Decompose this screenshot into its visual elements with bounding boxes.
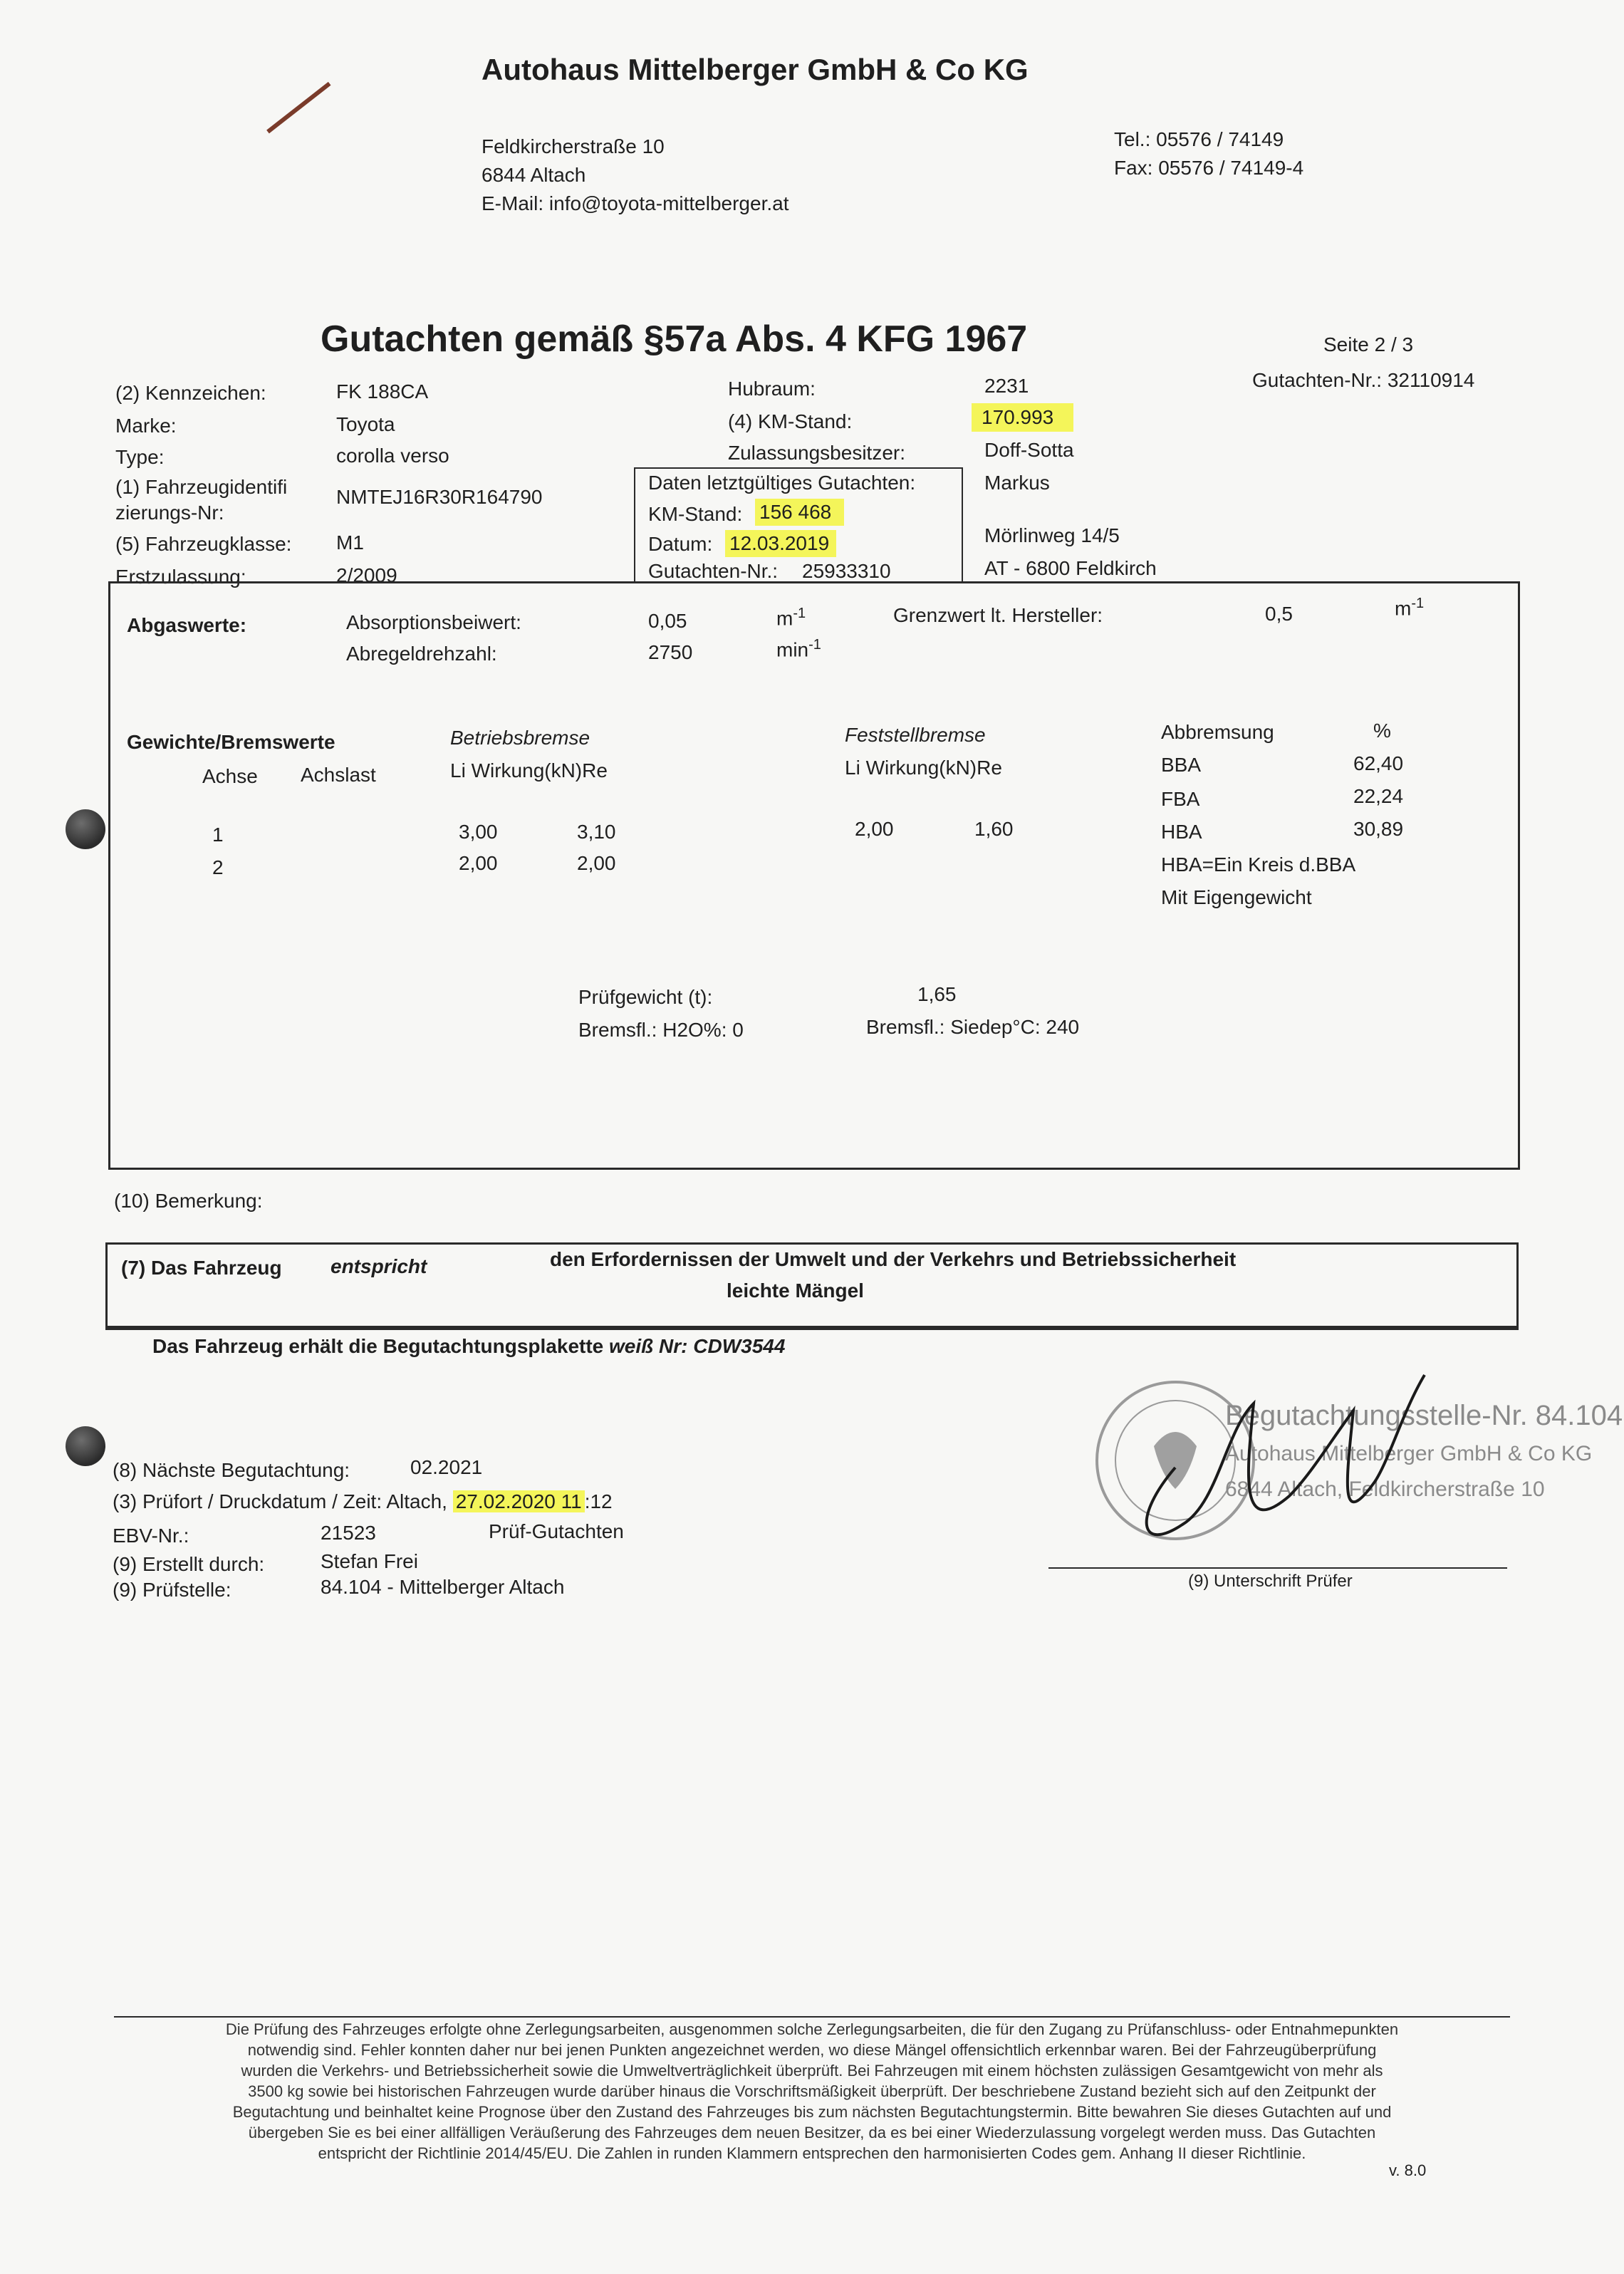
axle-1-parking-right: 1,60 bbox=[974, 818, 1014, 840]
pruefstelle-label: (9) Prüfstelle: bbox=[113, 1579, 231, 1601]
pen-mark bbox=[266, 82, 330, 133]
drehzahl-unit: $\min^{-1}$ bbox=[776, 637, 821, 661]
page-number: Seite 2 / 3 bbox=[1323, 333, 1414, 355]
absorption-label: Absorptionsbeiwert: bbox=[346, 611, 521, 633]
grenzwert-unit: $m^{-1}$ bbox=[1395, 596, 1425, 620]
svg-text:Begutachtungsstelle-Nr. 84.104: Begutachtungsstelle-Nr. 84.104 bbox=[1225, 1400, 1623, 1431]
brakes-heading: Gewichte/Bremswerte bbox=[127, 731, 335, 753]
punch-hole-bottom bbox=[66, 1426, 105, 1466]
besitzer-name-2: Markus bbox=[984, 472, 1050, 494]
hba-note: HBA=Ein Kreis d.BBA bbox=[1161, 853, 1356, 876]
signature-line bbox=[1048, 1567, 1507, 1569]
hubraum-label: Hubraum: bbox=[728, 378, 816, 400]
absorption-value: 0,05 bbox=[648, 610, 687, 632]
pruefgewicht-label: Prüfgewicht (t): bbox=[578, 986, 713, 1008]
drehzahl-label: Abregeldrehzahl: bbox=[346, 643, 497, 665]
ebv-value: 21523 bbox=[321, 1522, 376, 1544]
erstellt-label: (9) Erstellt durch: bbox=[113, 1553, 265, 1575]
betriebsbremse-header: Betriebsbremse bbox=[450, 727, 590, 749]
pruefstelle-value: 84.104 - Mittelberger Altach bbox=[321, 1576, 565, 1598]
fin-value: NMTEJ16R30R164790 bbox=[336, 486, 543, 508]
percent-header: % bbox=[1373, 720, 1391, 742]
previous-date-label: Datum: bbox=[648, 533, 713, 555]
axle-2-service-right: 2,00 bbox=[577, 852, 616, 874]
axle-1: 1 bbox=[212, 824, 224, 846]
besitzer-label: Zulassungsbesitzer: bbox=[728, 442, 906, 464]
besitzer-address-1: Mörlinweg 14/5 bbox=[984, 524, 1120, 546]
klasse-value: M1 bbox=[336, 531, 364, 554]
result-underline bbox=[105, 1328, 1519, 1330]
company-name: Autohaus Mittelberger GmbH & Co KG bbox=[482, 53, 1029, 86]
previous-heading: Daten letztgültiges Gutachten: bbox=[648, 472, 916, 494]
abbremsung-header: Abbremsung bbox=[1161, 721, 1274, 743]
svg-text:6844 Altach, Feldkircherstraße: 6844 Altach, Feldkircherstraße 10 bbox=[1225, 1478, 1545, 1501]
fba-label: FBA bbox=[1161, 788, 1200, 810]
result-text: den Erfordernissen der Umwelt und der Verkehrs und Betriebssicherheit bbox=[550, 1248, 1237, 1270]
kennzeichen-value: FK 188CA bbox=[336, 380, 429, 403]
marke-label: Marke: bbox=[115, 415, 177, 437]
besitzer-name-1: Doff-Sotta bbox=[984, 439, 1074, 461]
eigengewicht-note: Mit Eigengewicht bbox=[1161, 886, 1312, 908]
disclaimer: Die Prüfung des Fahrzeuges erfolgte ohne Zerlegungsarbeiten, ausgenommen solche Zerlegungsarbeiten, die für den Zugang zu Prüfanschluss- oder Entnahmepunkten notwendig sind. Fehler konnten daher nur bei jenen Punkten angezeichnet werden, wo diese Mängel offensichtlich erkennbar waren. Bei der Fahrzeugüberprüfung wurden die Verkehrs- und Betriebssicherheit sowie die Umweltverträglichkeit überprüft. Bei Fahrzeugen mit einem höchsten zulässigen Gesamtgewicht von mehr als 3500 kg sowie bei historischen Fahrzeugen wurde darüber hinaus die Vorschriftsmäßigkeit überprüft. Der beschriebene Zustand bezieht sich auf den Zeitpunkt der Begutachtung und beinhaltet keine Prognose über den Zustand des Fahrzeuges bis zum nächsten Begutachtungstermin. Bitte bewahren Sie dieses Gutachten auf und übergeben Sie es bei einer allfälligen Veräußerung des Fahrzeuges dem neuen Besitzer, da es bei einer Wiederzulassung vorgelegt werden muss. Das Gutachten entspricht der Richtlinie 2014/45/EU. Die Zahlen in runden Klammern entsprechen den harmonisierten Codes gem. Anhang II dieser Richtlinie. bbox=[225, 2020, 1399, 2162]
erstzulassung-value: 2/2009 bbox=[336, 564, 397, 586]
disclaimer-rule bbox=[114, 2016, 1510, 2018]
previous-km-label: KM-Stand: bbox=[648, 503, 743, 525]
abgas-label: Abgaswerte: bbox=[127, 614, 247, 636]
hba-label: HBA bbox=[1161, 821, 1202, 843]
previous-nr-value: 25933310 bbox=[802, 560, 891, 582]
erstellt-value: Stefan Frei bbox=[321, 1550, 418, 1572]
axle-2: 2 bbox=[212, 856, 224, 878]
result-defects: leichte Mängel bbox=[727, 1279, 864, 1302]
previous-km-value: 156 468 bbox=[755, 499, 844, 526]
hubraum-value: 2231 bbox=[984, 375, 1029, 397]
punch-hole-top bbox=[66, 809, 105, 849]
previous-nr-label: Gutachten-Nr.: bbox=[648, 560, 779, 582]
pruefort-line: (3) Prüfort / Druckdatum / Zeit: Altach, 27.02.2020 11 :12 bbox=[113, 1490, 613, 1512]
fin-label-2: zierungs-Nr: bbox=[115, 502, 224, 524]
document-title: Gutachten gemäß §57a Abs. 4 KFG 1967 bbox=[321, 318, 1028, 360]
company-email: E-Mail: info@toyota-mittelberger.at bbox=[482, 192, 789, 214]
axle-1-parking-left: 2,00 bbox=[855, 818, 894, 840]
previous-date-value: 12.03.2019 bbox=[725, 530, 836, 557]
erstzulassung-label: Erstzulassung: bbox=[115, 566, 246, 588]
marke-value: Toyota bbox=[336, 413, 395, 435]
grenzwert-value: 0,5 bbox=[1265, 603, 1293, 625]
svg-text:Autohaus Mittelberger GmbH & C: Autohaus Mittelberger GmbH & Co KG bbox=[1225, 1442, 1593, 1465]
ebv-note: Prüf-Gutachten bbox=[489, 1520, 624, 1542]
bba-label: BBA bbox=[1161, 754, 1202, 776]
feststellbremse-subheader: Li Wirkung(kN)Re bbox=[845, 757, 1002, 779]
type-value: corolla verso bbox=[336, 445, 449, 467]
besitzer-address-2: AT - 6800 Feldkirch bbox=[984, 557, 1157, 579]
company-tel: Tel.: 05576 / 74149 bbox=[1114, 128, 1284, 150]
version: v. 8.0 bbox=[1389, 2161, 1427, 2179]
official-stamp bbox=[1076, 1368, 1623, 1596]
hba-value: 30,89 bbox=[1353, 818, 1404, 840]
ebv-label: EBV-Nr.: bbox=[113, 1525, 189, 1547]
betriebsbremse-subheader: Li Wirkung(kN)Re bbox=[450, 759, 608, 782]
grenzwert-label: Grenzwert lt. Hersteller: bbox=[893, 604, 1103, 626]
naechste-value: 02.2021 bbox=[410, 1456, 483, 1478]
drehzahl-value: 2750 bbox=[648, 641, 693, 663]
naechste-label: (8) Nächste Begutachtung: bbox=[113, 1459, 350, 1481]
kennzeichen-label: (2) Kennzeichen: bbox=[115, 382, 266, 404]
axle-1-service-right: 3,10 bbox=[577, 821, 616, 843]
signature-label: (9) Unterschrift Prüfer bbox=[1188, 1572, 1353, 1591]
fba-value: 22,24 bbox=[1353, 785, 1404, 807]
company-fax: Fax: 05576 / 74149-4 bbox=[1114, 157, 1304, 179]
bemerkung-label: (10) Bemerkung: bbox=[114, 1190, 263, 1212]
bremsfluessigkeit-siedepunkt: Bremsfl.: Siedep°C: 240 bbox=[866, 1016, 1080, 1038]
achslast-header: Achslast bbox=[301, 764, 376, 786]
report-number: Gutachten-Nr.: 32110914 bbox=[1252, 369, 1475, 391]
axle-1-service-left: 3,00 bbox=[459, 821, 498, 843]
axle-2-service-left: 2,00 bbox=[459, 852, 498, 874]
type-label: Type: bbox=[115, 446, 165, 468]
bba-value: 62,40 bbox=[1353, 752, 1404, 774]
pruefgewicht-value: 1,65 bbox=[917, 983, 957, 1005]
result-status: entspricht bbox=[330, 1255, 427, 1277]
company-street: Feldkircherstraße 10 bbox=[482, 135, 665, 157]
km-value: 170.993 bbox=[972, 403, 1073, 432]
klasse-label: (5) Fahrzeugklasse: bbox=[115, 533, 292, 555]
achse-header: Achse bbox=[202, 765, 258, 787]
plakette-text: Das Fahrzeug erhält die Begutachtungsplakette weiß Nr: CDW3544 bbox=[152, 1335, 786, 1357]
fin-label-1: (1) Fahrzeugidentifi bbox=[115, 476, 288, 498]
km-label: (4) KM-Stand: bbox=[728, 410, 853, 432]
company-city: 6844 Altach bbox=[482, 164, 586, 186]
absorption-unit: $m^{-1}$ bbox=[776, 606, 806, 630]
bremsfluessigkeit-h2o: Bremsfl.: H2O%: 0 bbox=[578, 1019, 744, 1041]
feststellbremse-header: Feststellbremse bbox=[845, 724, 986, 746]
result-prefix: (7) Das Fahrzeug bbox=[121, 1257, 282, 1279]
